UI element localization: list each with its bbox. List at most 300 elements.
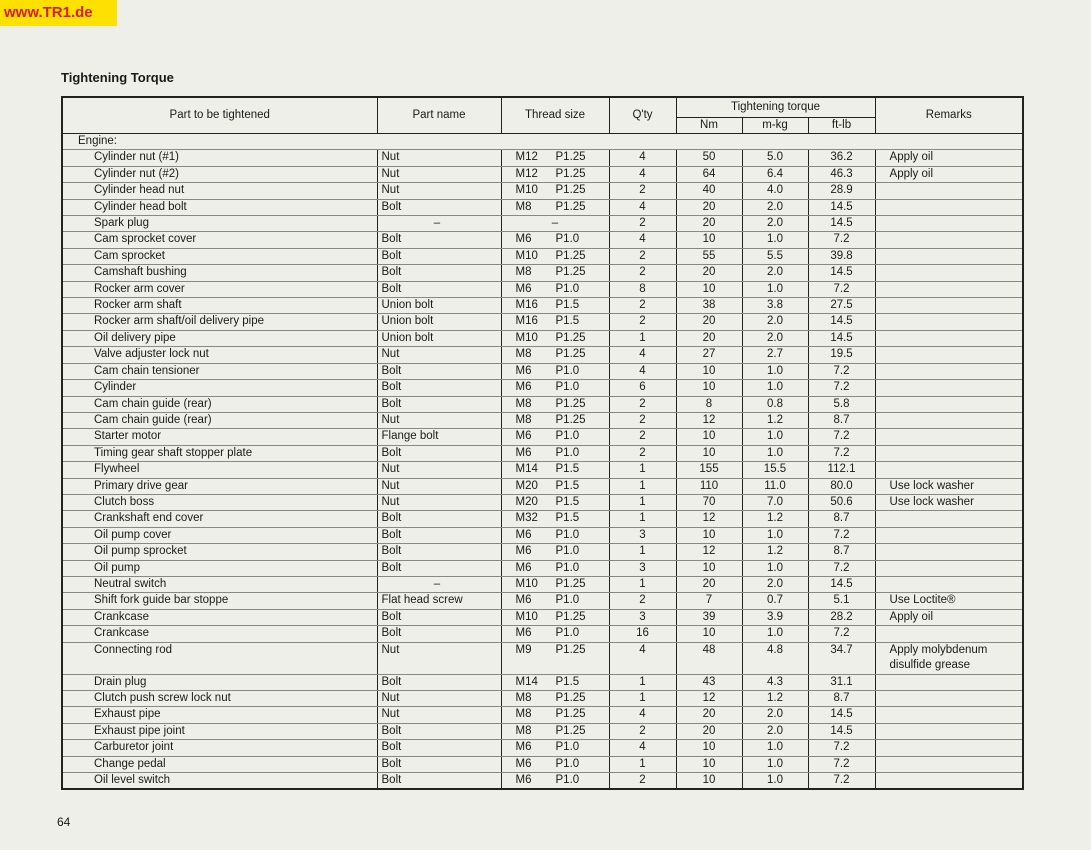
cell-ftlb: 14.5 (808, 723, 875, 739)
cell-mkg: 2.0 (742, 330, 808, 346)
thread-diameter: M6 (515, 757, 532, 770)
cell-part: Carburetor joint (62, 740, 377, 756)
cell-part: Starter motor (62, 429, 377, 445)
cell-qty: 2 (609, 773, 676, 790)
cell-mkg: 0.8 (742, 396, 808, 412)
cell-remarks (875, 445, 1023, 461)
cell-mkg: 1.2 (742, 511, 808, 527)
cell-part-name: Bolt (377, 609, 501, 625)
table-row (62, 478, 1023, 494)
thread-pitch: P1.0 (555, 757, 580, 770)
thread-diameter: M10 (515, 249, 538, 262)
cell-remarks (875, 248, 1023, 264)
table-row (62, 199, 1023, 215)
cell-part-name: Nut (377, 166, 501, 182)
cell-nm: 20 (676, 216, 742, 232)
cell-part-name: Bolt (377, 626, 501, 642)
cell-qty: 1 (609, 478, 676, 494)
cell-thread-size (501, 756, 609, 772)
cell-qty: 4 (609, 347, 676, 363)
thread-diameter: M12 (515, 151, 538, 164)
cell-part: Cam chain guide (rear) (62, 396, 377, 412)
cell-thread-size (501, 445, 609, 461)
cell-qty: 1 (609, 674, 676, 690)
cell-mkg: 4.3 (742, 674, 808, 690)
cell-part: Cam chain tensioner (62, 363, 377, 379)
cell-remarks (875, 216, 1023, 232)
table-row (62, 576, 1023, 592)
thread-pitch: P1.0 (555, 561, 580, 574)
cell-nm: 64 (676, 166, 742, 182)
cell-remarks: Use lock washer (875, 494, 1023, 510)
cell-thread-size (501, 723, 609, 739)
cell-part-name: Bolt (377, 756, 501, 772)
cell-qty: 1 (609, 756, 676, 772)
header-remarks: Remarks (875, 97, 1023, 134)
cell-nm: 8 (676, 396, 742, 412)
cell-part-name: – (377, 216, 501, 232)
cell-mkg: 1.0 (742, 380, 808, 396)
cell-mkg: 2.0 (742, 707, 808, 723)
cell-remarks (875, 773, 1023, 790)
cell-ftlb: 28.2 (808, 609, 875, 625)
cell-part: Crankcase (62, 609, 377, 625)
cell-nm: 38 (676, 298, 742, 314)
cell-part-name: Nut (377, 691, 501, 707)
cell-mkg: 1.2 (742, 544, 808, 560)
thread-pitch: P1.5 (555, 299, 580, 312)
cell-thread-size (501, 281, 609, 297)
cell-qty: 2 (609, 723, 676, 739)
cell-qty: 2 (609, 216, 676, 232)
cell-qty: 2 (609, 593, 676, 609)
cell-mkg: 2.7 (742, 347, 808, 363)
thread-pitch: P1.25 (555, 249, 586, 262)
cell-ftlb: 7.2 (808, 429, 875, 445)
cell-part: Timing gear shaft stopper plate (62, 445, 377, 461)
thread-pitch: P1.25 (555, 610, 586, 623)
cell-remarks (875, 412, 1023, 428)
cell-ftlb: 7.2 (808, 232, 875, 248)
table-row (62, 298, 1023, 314)
table-row (62, 216, 1023, 232)
thread-pitch: P1.0 (555, 381, 580, 394)
thread-pitch: P1.25 (555, 331, 586, 344)
table-row (62, 248, 1023, 264)
cell-part-name: Bolt (377, 232, 501, 248)
cell-thread-size (501, 494, 609, 510)
table-row (62, 609, 1023, 625)
cell-part: Oil pump (62, 560, 377, 576)
cell-remarks (875, 183, 1023, 199)
thread-diameter: M32 (515, 512, 538, 525)
cell-part: Camshaft bushing (62, 265, 377, 281)
cell-nm: 20 (676, 330, 742, 346)
thread-diameter: M6 (515, 282, 532, 295)
cell-remarks (875, 511, 1023, 527)
cell-part-name: Nut (377, 150, 501, 166)
cell-part: Drain plug (62, 674, 377, 690)
cell-part: Cam chain guide (rear) (62, 412, 377, 428)
cell-nm: 10 (676, 445, 742, 461)
table-row (62, 723, 1023, 739)
thread-diameter: M10 (515, 331, 538, 344)
cell-mkg: 2.0 (742, 314, 808, 330)
cell-nm: 48 (676, 642, 742, 674)
thread-diameter: M14 (515, 675, 538, 688)
thread-pitch: P1.0 (555, 233, 580, 246)
cell-mkg: 2.0 (742, 199, 808, 215)
cell-ftlb: 7.2 (808, 773, 875, 790)
cell-mkg: 15.5 (742, 462, 808, 478)
cell-part-name: Nut (377, 707, 501, 723)
cell-remarks (875, 527, 1023, 543)
cell-ftlb: 7.2 (808, 626, 875, 642)
cell-part-name: Nut (377, 183, 501, 199)
cell-nm: 43 (676, 674, 742, 690)
cell-ftlb: 7.2 (808, 281, 875, 297)
table-row (62, 626, 1023, 642)
header-ftlb: ft-lb (808, 118, 875, 134)
cell-nm: 20 (676, 707, 742, 723)
cell-remarks (875, 626, 1023, 642)
cell-thread-size (501, 511, 609, 527)
cell-thread-size (501, 199, 609, 215)
thread-diameter: M6 (515, 561, 532, 574)
cell-part-name: Nut (377, 462, 501, 478)
cell-remarks (875, 707, 1023, 723)
cell-nm: 27 (676, 347, 742, 363)
cell-thread-size (501, 166, 609, 182)
cell-qty: 3 (609, 560, 676, 576)
cell-part-name: Bolt (377, 265, 501, 281)
watermark-logo: www.TR1.de (0, 0, 117, 26)
cell-remarks (875, 429, 1023, 445)
cell-thread-size (501, 478, 609, 494)
cell-mkg: 1.2 (742, 691, 808, 707)
cell-ftlb: 7.2 (808, 740, 875, 756)
cell-ftlb: 7.2 (808, 380, 875, 396)
table-row (62, 544, 1023, 560)
cell-part: Change pedal (62, 756, 377, 772)
cell-mkg: 2.0 (742, 216, 808, 232)
cell-mkg: 3.8 (742, 298, 808, 314)
cell-qty: 1 (609, 691, 676, 707)
cell-thread-size (501, 347, 609, 363)
cell-qty: 1 (609, 330, 676, 346)
cell-part: Oil level switch (62, 773, 377, 790)
cell-part: Crankshaft end cover (62, 511, 377, 527)
cell-part-name: – (377, 576, 501, 592)
thread-diameter: M8 (515, 397, 532, 410)
table-row (62, 642, 1023, 674)
cell-qty: 4 (609, 166, 676, 182)
table-row (62, 363, 1023, 379)
table-row (62, 462, 1023, 478)
cell-part-name: Bolt (377, 199, 501, 215)
cell-ftlb: 34.7 (808, 642, 875, 674)
cell-mkg: 0.7 (742, 593, 808, 609)
cell-mkg: 6.4 (742, 166, 808, 182)
cell-ftlb: 8.7 (808, 544, 875, 560)
cell-nm: 39 (676, 609, 742, 625)
cell-ftlb: 5.8 (808, 396, 875, 412)
thread-diameter: M6 (515, 545, 532, 558)
cell-nm: 10 (676, 527, 742, 543)
cell-qty: 3 (609, 609, 676, 625)
cell-ftlb: 14.5 (808, 314, 875, 330)
cell-thread-size (501, 593, 609, 609)
cell-qty: 6 (609, 380, 676, 396)
cell-thread-size (501, 150, 609, 166)
cell-mkg: 4.0 (742, 183, 808, 199)
thread-pitch: P1.5 (555, 479, 580, 492)
cell-mkg: 7.0 (742, 494, 808, 510)
cell-part-name: Bolt (377, 723, 501, 739)
cell-part-name: Union bolt (377, 314, 501, 330)
thread-pitch: P1.25 (555, 348, 586, 361)
thread-pitch: P1.0 (555, 545, 580, 558)
thread-pitch: P1.0 (555, 627, 580, 640)
cell-thread-size (501, 363, 609, 379)
cell-ftlb: 5.1 (808, 593, 875, 609)
cell-nm: 10 (676, 560, 742, 576)
thread-diameter: M8 (515, 692, 532, 704)
cell-thread-size (501, 330, 609, 346)
table-row (62, 494, 1023, 510)
cell-remarks (875, 740, 1023, 756)
thread-diameter: M6 (515, 594, 532, 607)
cell-part: Clutch push screw lock nut (62, 691, 377, 707)
cell-remarks (875, 281, 1023, 297)
cell-mkg: 1.0 (742, 740, 808, 756)
cell-part-name: Nut (377, 412, 501, 428)
cell-part-name: Union bolt (377, 298, 501, 314)
cell-ftlb: 14.5 (808, 199, 875, 215)
cell-part: Clutch boss (62, 494, 377, 510)
header-mkg: m-kg (742, 118, 808, 134)
cell-nm: 40 (676, 183, 742, 199)
cell-nm: 20 (676, 199, 742, 215)
cell-remarks (875, 462, 1023, 478)
cell-remarks (875, 314, 1023, 330)
cell-thread-size (501, 626, 609, 642)
cell-remarks: Use lock washer (875, 478, 1023, 494)
cell-ftlb: 7.2 (808, 560, 875, 576)
thread-diameter: M10 (515, 577, 538, 590)
cell-qty: 2 (609, 248, 676, 264)
cell-nm: 10 (676, 363, 742, 379)
cell-remarks (875, 298, 1023, 314)
cell-nm: 10 (676, 756, 742, 772)
torque-table (61, 96, 1024, 790)
cell-mkg: 5.0 (742, 150, 808, 166)
cell-remarks (875, 691, 1023, 707)
cell-part: Rocker arm shaft/oil delivery pipe (62, 314, 377, 330)
cell-remarks: Use Loctite® (875, 593, 1023, 609)
cell-qty: 4 (609, 199, 676, 215)
thread-diameter: M6 (515, 233, 532, 246)
cell-thread-size (501, 609, 609, 625)
cell-qty: 2 (609, 183, 676, 199)
cell-thread-size (501, 265, 609, 281)
table-row (62, 347, 1023, 363)
cell-part-name: Nut (377, 478, 501, 494)
cell-mkg: 1.0 (742, 560, 808, 576)
table-row (62, 330, 1023, 346)
thread-diameter: M12 (515, 167, 538, 180)
table-row (62, 740, 1023, 756)
cell-ftlb: 14.5 (808, 216, 875, 232)
cell-ftlb: 7.2 (808, 363, 875, 379)
cell-part-name: Bolt (377, 445, 501, 461)
cell-ftlb: 112.1 (808, 462, 875, 478)
cell-ftlb: 28.9 (808, 183, 875, 199)
thread-pitch: P1.25 (555, 200, 586, 213)
cell-part-name: Bolt (377, 674, 501, 690)
thread-pitch: P1.25 (555, 167, 586, 180)
cell-nm: 10 (676, 773, 742, 790)
cell-remarks (875, 396, 1023, 412)
thread-pitch: P1.25 (555, 577, 586, 590)
cell-qty: 3 (609, 527, 676, 543)
cell-part: Spark plug (62, 216, 377, 232)
cell-mkg: 1.0 (742, 429, 808, 445)
cell-remarks (875, 674, 1023, 690)
cell-qty: 4 (609, 707, 676, 723)
cell-ftlb: 31.1 (808, 674, 875, 690)
thread-diameter: M8 (515, 724, 532, 737)
thread-pitch: P1.5 (555, 495, 580, 508)
cell-part-name: Bolt (377, 248, 501, 264)
thread-diameter: M16 (515, 299, 538, 312)
cell-part: Neutral switch (62, 576, 377, 592)
cell-part: Oil pump sprocket (62, 544, 377, 560)
cell-remarks (875, 232, 1023, 248)
cell-part: Rocker arm cover (62, 281, 377, 297)
thread-diameter: M6 (515, 381, 532, 394)
cell-qty: 1 (609, 511, 676, 527)
cell-mkg: 1.0 (742, 445, 808, 461)
cell-thread-size (501, 674, 609, 690)
cell-nm: 20 (676, 723, 742, 739)
cell-nm: 12 (676, 412, 742, 428)
cell-nm: 12 (676, 544, 742, 560)
thread-pitch: P1.0 (555, 741, 580, 754)
cell-qty: 2 (609, 265, 676, 281)
thread-pitch: P1.25 (555, 151, 586, 164)
page-number: 64 (57, 815, 71, 829)
cell-part: Valve adjuster lock nut (62, 347, 377, 363)
thread-diameter: M8 (515, 266, 532, 279)
table-row (62, 593, 1023, 609)
thread-pitch: P1.25 (555, 413, 586, 426)
cell-ftlb: 46.3 (808, 166, 875, 182)
table-row (62, 429, 1023, 445)
cell-remarks (875, 723, 1023, 739)
cell-mkg: 2.0 (742, 576, 808, 592)
cell-nm: 20 (676, 314, 742, 330)
thread-pitch: P1.5 (555, 512, 580, 525)
table-row (62, 756, 1023, 772)
thread-pitch: P1.25 (555, 692, 586, 704)
cell-part: Exhaust pipe joint (62, 723, 377, 739)
table-row (62, 380, 1023, 396)
cell-qty: 4 (609, 150, 676, 166)
thread-diameter: M20 (515, 479, 538, 492)
cell-ftlb: 7.2 (808, 756, 875, 772)
cell-part-name: Flat head screw (377, 593, 501, 609)
cell-mkg: 1.0 (742, 281, 808, 297)
cell-part-name: Bolt (377, 511, 501, 527)
cell-part-name: Bolt (377, 527, 501, 543)
cell-part: Cam sprocket cover (62, 232, 377, 248)
thread-diameter: M6 (515, 364, 532, 377)
cell-part-name: Bolt (377, 740, 501, 756)
table-row (62, 511, 1023, 527)
cell-ftlb: 27.5 (808, 298, 875, 314)
cell-part: Crankcase (62, 626, 377, 642)
cell-thread-size (501, 544, 609, 560)
thread-diameter: M8 (515, 348, 532, 361)
table-row (62, 674, 1023, 690)
table-row (62, 691, 1023, 707)
cell-mkg: 1.0 (742, 756, 808, 772)
cell-thread-size (501, 527, 609, 543)
cell-qty: 2 (609, 314, 676, 330)
cell-part-name: Bolt (377, 773, 501, 790)
cell-nm: 10 (676, 740, 742, 756)
cell-mkg: 2.0 (742, 265, 808, 281)
table-row (62, 150, 1023, 166)
thread-pitch: P1.0 (555, 282, 580, 295)
cell-part-name: Flange bolt (377, 429, 501, 445)
cell-mkg: 1.0 (742, 626, 808, 642)
header-thread-size: Thread size (501, 97, 609, 134)
cell-remarks (875, 756, 1023, 772)
cell-nm: 110 (676, 478, 742, 494)
thread-pitch: P1.0 (555, 594, 580, 607)
cell-part-name: Bolt (377, 363, 501, 379)
header-qty: Q'ty (609, 97, 676, 134)
table-row (62, 560, 1023, 576)
cell-remarks: Apply molybdenum disulfide grease (875, 642, 1023, 674)
thread-pitch: P1.0 (555, 446, 580, 459)
cell-thread-size (501, 740, 609, 756)
cell-ftlb: 7.2 (808, 527, 875, 543)
thread-diameter: M6 (515, 741, 532, 754)
cell-nm: 10 (676, 232, 742, 248)
cell-mkg: 2.0 (742, 723, 808, 739)
thread-pitch: P1.25 (555, 397, 586, 410)
cell-remarks (875, 330, 1023, 346)
cell-thread-size: – (501, 216, 609, 232)
cell-qty: 4 (609, 232, 676, 248)
thread-pitch: P1.25 (555, 266, 586, 279)
cell-part-name: Bolt (377, 281, 501, 297)
table-row (62, 445, 1023, 461)
page-title: Tightening Torque (61, 70, 174, 85)
cell-part-name: Nut (377, 347, 501, 363)
cell-part: Cylinder nut (#1) (62, 150, 377, 166)
table-row (62, 265, 1023, 281)
cell-nm: 70 (676, 494, 742, 510)
cell-nm: 10 (676, 626, 742, 642)
cell-ftlb: 7.2 (808, 445, 875, 461)
thread-diameter: M10 (515, 610, 538, 623)
cell-part: Cylinder nut (#2) (62, 166, 377, 182)
header-tightening-torque: Tightening torque (676, 97, 875, 118)
